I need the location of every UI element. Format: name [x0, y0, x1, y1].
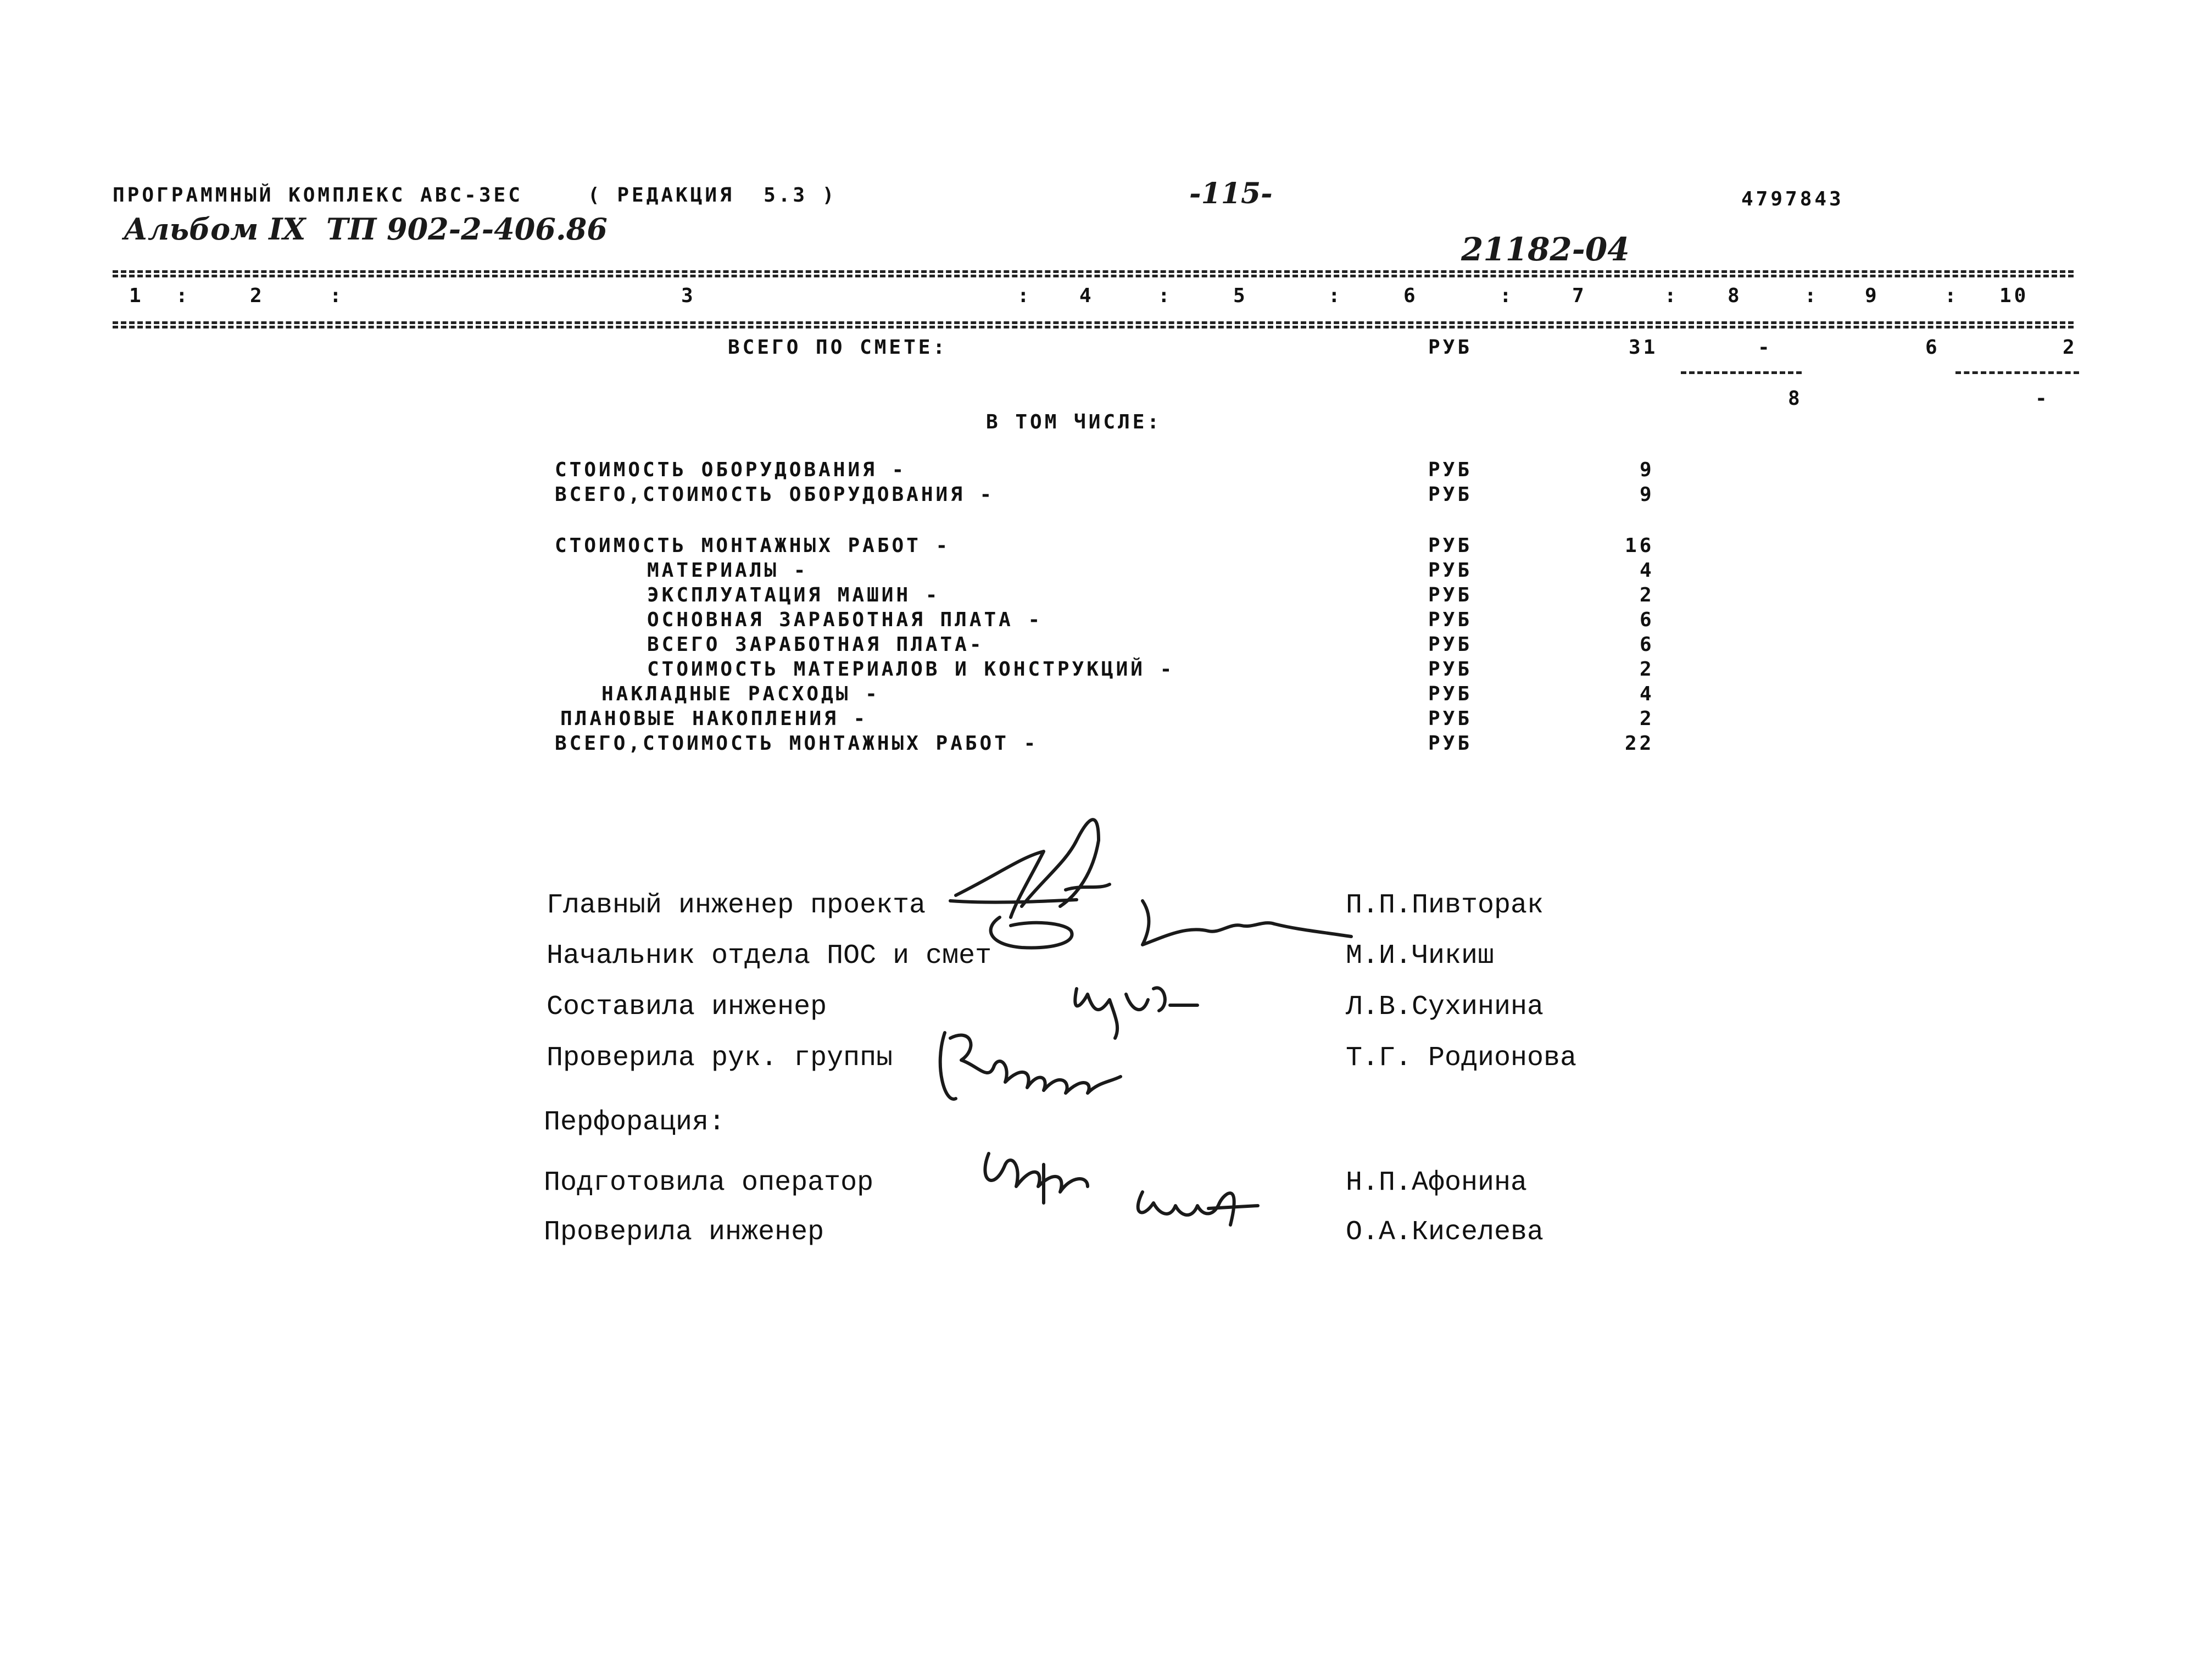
row-label: ОСНОВНАЯ ЗАРАБОТНАЯ ПЛАТА - [647, 609, 1043, 631]
edition-label: ( РЕДАКЦИЯ 5.3 ) [588, 184, 837, 207]
program-title: ПРОГРАММНЫЙ КОМПЛЕКС АВС-3ЕС [113, 184, 523, 207]
row-label: МАТЕРИАЛЫ - [647, 559, 809, 582]
row-value: 6 [1640, 609, 1654, 631]
row-label: СТОИМОСТЬ МАТЕРИАЛОВ И КОНСТРУКЦИЙ - [647, 658, 1175, 681]
row-unit: РУБ [1428, 658, 1473, 681]
row-unit: РУБ [1428, 559, 1473, 582]
table-header-rule [113, 321, 2074, 324]
row-value: 6 [1640, 633, 1654, 656]
row-unit: РУБ [1428, 534, 1473, 557]
table-top-rule-2 [113, 275, 2074, 277]
grand-total-col7: 31 [1629, 336, 1658, 359]
grand-total-col8: - [1758, 336, 1773, 359]
col-sep: : [1804, 285, 1819, 307]
row-unit: РУБ [1428, 483, 1473, 506]
row-unit: РУБ [1428, 459, 1473, 481]
signature-afonina [985, 1154, 1088, 1203]
signature-department-head [1143, 901, 1351, 945]
page-number: -115- [1189, 177, 1273, 210]
col-sep: : [1664, 285, 1679, 307]
row-label: СТОИМОСТЬ ОБОРУДОВАНИЯ - [555, 459, 907, 481]
signature-name: М.И.Чикиш [1346, 940, 1495, 972]
row-label: ЭКСПЛУАТАЦИЯ МАШИН - [647, 584, 940, 606]
row-value: 2 [1640, 658, 1654, 681]
row-label: ВСЕГО ЗАРАБОТНАЯ ПЛАТА- [647, 633, 984, 656]
signature-role: Составила инженер [547, 991, 827, 1023]
grand-total-unit: РУБ [1428, 336, 1473, 359]
row-value: 2 [1640, 584, 1654, 606]
row-unit: РУБ [1428, 609, 1473, 631]
grand-total-col10: 2 [2063, 336, 2077, 359]
col-10: 10 [1999, 285, 2029, 307]
row-label: ПЛАНОВЫЕ НАКОПЛЕНИЯ - [560, 707, 868, 730]
col-sep: : [1328, 285, 1343, 307]
row-value: 16 [1625, 534, 1654, 557]
signature-sukhinina [1075, 988, 1197, 1038]
document-number: 4797843 [1741, 188, 1844, 210]
col-sep: : [176, 285, 191, 307]
signature-role: Подготовила оператор [544, 1167, 874, 1199]
grand-total-col9: 6 [1925, 336, 1940, 359]
col8-subtotal-rule [1681, 371, 1802, 374]
signature-name: О.А.Киселева [1346, 1217, 1544, 1248]
col-8: 8 [1728, 285, 1742, 307]
signature-chief-engineer [950, 820, 1110, 917]
col-2: 2 [250, 285, 265, 307]
col-1: 1 [129, 285, 144, 307]
col-5: 5 [1233, 285, 1248, 307]
signature-name: Л.В.Сухинина [1346, 991, 1544, 1023]
including-label: В ТОМ ЧИСЛЕ: [986, 411, 1162, 433]
table-header-rule-2 [113, 326, 2074, 328]
row-label: ВСЕГО,СТОИМОСТЬ МОНТАЖНЫХ РАБОТ - [555, 732, 1039, 755]
row-value: 22 [1625, 732, 1654, 755]
row-value: 4 [1640, 683, 1654, 705]
row-unit: РУБ [1428, 633, 1473, 656]
grand-total-label: ВСЕГО ПО СМЕТЕ: [728, 336, 948, 359]
signature-role: Начальник отдела ПОС и смет [547, 940, 992, 972]
table-top-rule [113, 270, 2074, 273]
row-label: СТОИМОСТЬ МОНТАЖНЫХ РАБОТ - [555, 534, 951, 557]
row-unit: РУБ [1428, 732, 1473, 755]
signature-name: Н.П.Афонина [1346, 1167, 1528, 1199]
signature-name: Т.Г. Родионова [1346, 1043, 1577, 1074]
row-value: 9 [1640, 459, 1654, 481]
col-sep: : [330, 285, 344, 307]
grand-total-col8-below: 8 [1788, 387, 1803, 410]
col-sep: : [1017, 285, 1032, 307]
handwritten-signatures [934, 807, 1373, 1247]
code-handwritten-note: 21182-04 [1461, 231, 1630, 268]
signature-chief-engineer-loop [991, 917, 1072, 948]
signature-role: Проверила рук. группы [547, 1043, 893, 1074]
signature-kiseleva [1138, 1192, 1258, 1225]
row-unit: РУБ [1428, 683, 1473, 705]
row-value: 9 [1640, 483, 1654, 506]
col-sep: : [1944, 285, 1959, 307]
signature-role: Главный инженер проекта [547, 890, 926, 921]
signature-rodionova [940, 1033, 1121, 1099]
signature-name: П.П.Пивторак [1346, 890, 1544, 921]
signature-role: Проверила инженер [544, 1217, 824, 1248]
col-7: 7 [1572, 285, 1587, 307]
row-unit: РУБ [1428, 584, 1473, 606]
perforation-heading: Перфорация: [544, 1107, 726, 1138]
album-handwritten-note: Альбом IX ТП 902-2-406.86 [124, 211, 608, 247]
row-value: 4 [1640, 559, 1654, 582]
row-value: 2 [1640, 707, 1654, 730]
col-9: 9 [1865, 285, 1880, 307]
row-label: ВСЕГО,СТОИМОСТЬ ОБОРУДОВАНИЯ - [555, 483, 995, 506]
col-sep: : [1500, 285, 1514, 307]
col-6: 6 [1403, 285, 1418, 307]
grand-total-col10-below: - [2035, 387, 2050, 410]
row-unit: РУБ [1428, 707, 1473, 730]
col-3: 3 [681, 285, 696, 307]
col-sep: : [1158, 285, 1173, 307]
row-label: НАКЛАДНЫЕ РАСХОДЫ - [601, 683, 880, 705]
col10-subtotal-rule [1955, 371, 2079, 374]
col-4: 4 [1079, 285, 1094, 307]
